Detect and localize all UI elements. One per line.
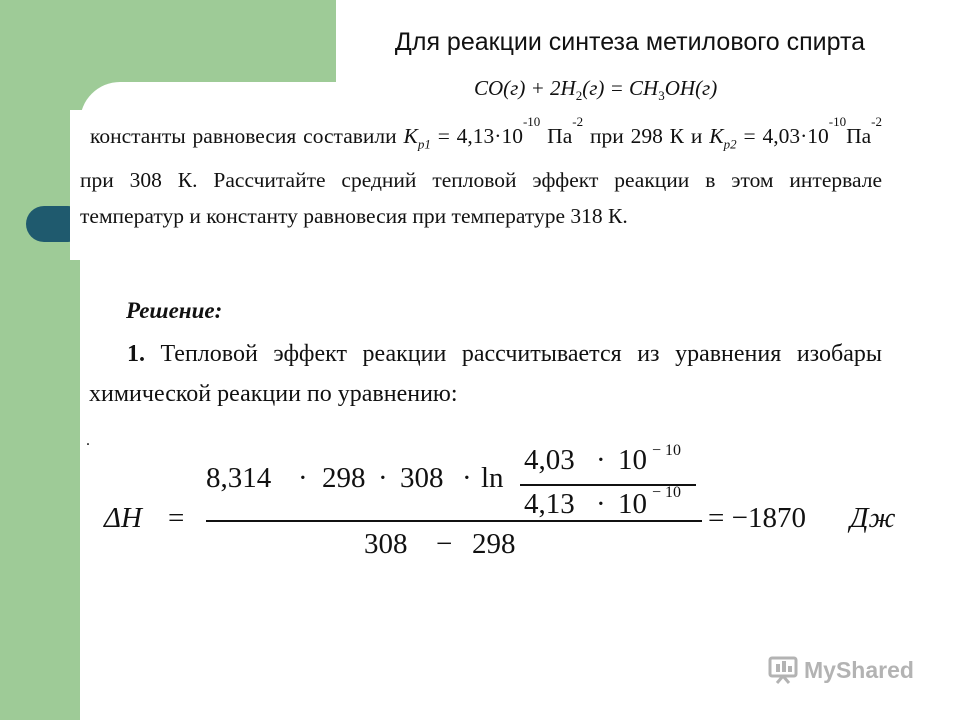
problem-text: при 298 К и	[583, 124, 710, 148]
formula-minus: −	[436, 528, 453, 560]
problem-text: = 4,13·10	[430, 124, 523, 148]
formula-dot: ·	[378, 462, 388, 494]
formula-lhs: ΔH	[104, 502, 142, 534]
watermark-logo	[768, 656, 914, 684]
step-number: 1.	[127, 341, 145, 367]
problem-text: = 4,03·10	[736, 124, 829, 148]
formula-num-value: 8,314	[206, 462, 272, 494]
background-green-strip	[0, 0, 80, 720]
formula-equals: =	[168, 502, 185, 534]
formula-exponent: − 10	[652, 484, 682, 501]
formula-num-value: 298	[322, 462, 366, 494]
reaction-subscript: 2	[575, 88, 583, 104]
formula-result: = −1870	[708, 502, 806, 534]
formula-exponent: − 10	[652, 442, 682, 459]
step-text: Тепловой эффект реакции рассчитывается из уравнения изобары химической реакции по уравнению:	[89, 341, 882, 407]
formula-dot: ·	[298, 462, 308, 494]
formula-dot: ·	[596, 488, 606, 520]
exponent: -2	[871, 114, 882, 129]
exponent: -10	[522, 114, 541, 129]
main-fraction-bar	[206, 520, 702, 522]
constant-symbol: K	[403, 124, 418, 148]
stray-dot: .	[86, 432, 90, 449]
formula-den-value: 298	[472, 528, 516, 560]
formula-ln: ln	[481, 462, 504, 494]
formula-num-value: 308	[400, 462, 444, 494]
formula-den-value: 308	[364, 528, 408, 560]
slide-title: Для реакции синтеза метилового спирта	[394, 28, 866, 56]
exponent: -2	[572, 114, 584, 129]
reaction-part: OH(г)	[664, 76, 718, 100]
watermark-text: MyShared	[804, 656, 914, 683]
constant-symbol: K	[709, 124, 724, 148]
formula-dot: ·	[462, 462, 472, 494]
formula-unit: Дж	[850, 502, 896, 534]
solution-heading: Решение:	[126, 298, 223, 323]
formula-inner-den: 4,13	[524, 488, 575, 520]
formula-inner-num: 10	[618, 444, 647, 476]
reaction-subscript: 3	[658, 88, 665, 104]
formula-inner-den: 10	[618, 488, 647, 520]
constant-subscript: p1	[417, 136, 431, 152]
problem-statement	[80, 114, 882, 234]
constant-subscript: p2	[723, 136, 737, 152]
problem-text: Па	[846, 124, 872, 148]
reaction-equation	[474, 76, 717, 104]
problem-text: константы равновесия составили	[90, 124, 404, 148]
problem-text: Па	[540, 124, 573, 148]
reaction-part: (г) = CH	[582, 76, 659, 100]
formula-dot: ·	[596, 444, 606, 476]
presentation-board-icon	[768, 656, 798, 684]
reaction-part: CO(г) + 2H	[474, 76, 576, 100]
exponent: -10	[828, 114, 847, 129]
problem-text: при 308 К. Рассчитайте средний тепловой эффект реакции в этом интервале температур и константу равновесия при температуре 318 К.	[80, 168, 882, 229]
formula-inner-num: 4,03	[524, 444, 575, 476]
solution-step	[89, 334, 882, 414]
